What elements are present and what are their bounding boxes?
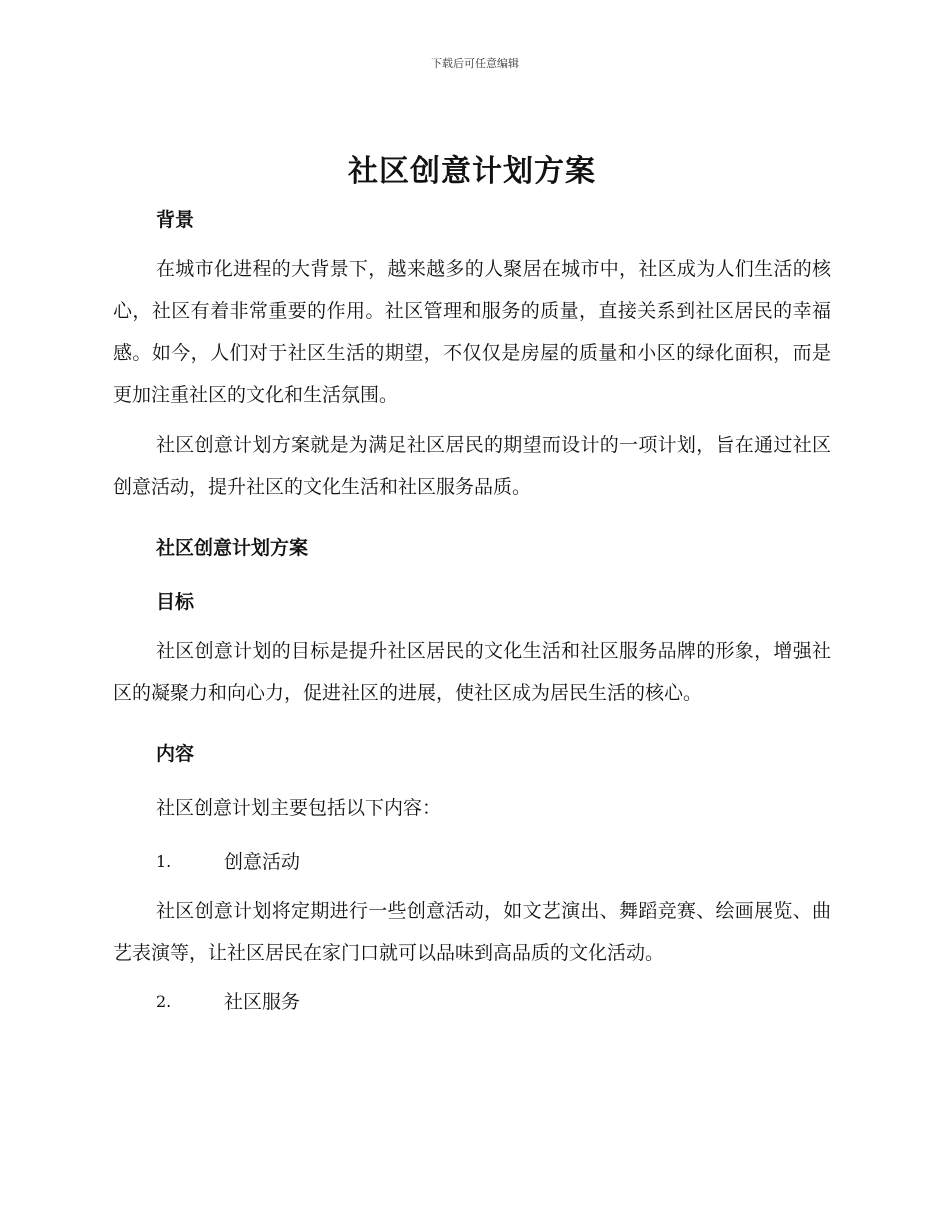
document-body xyxy=(113,150,831,1016)
list-label: 社区服务 xyxy=(224,991,301,1013)
paragraph-background-2: 社区创意计划方案就是为满足社区居民的期望而设计的一项计划，旨在通过社区创意活动，提升社区的文化生活和社区服务品质。 xyxy=(113,434,831,498)
list-number: 2. xyxy=(156,992,172,1011)
list-label: 创意活动 xyxy=(224,851,301,873)
list-number: 1. xyxy=(156,852,172,871)
paragraph-background-1: 在城市化进程的大背景下，越来越多的人聚居在城市中，社区成为人们生活的核心，社区有着非常重要的作用。社区管理和服务的质量，直接关系到社区居民的幸福感。如今，人们对于社区生活的期望，不仅仅是房屋的质量和小区的绿化面积，而是更加注重社区的文化和生活氛围。 xyxy=(113,258,831,406)
heading-content: 内容 xyxy=(156,743,195,765)
paragraph-item-1: 社区创意计划将定期进行一些创意活动，如文艺演出、舞蹈竞赛、绘画展览、曲艺表演等，让社区居民在家门口就可以品味到高品质的文化活动。 xyxy=(113,900,831,964)
heading-plan: 社区创意计划方案 xyxy=(156,537,309,559)
heading-goal: 目标 xyxy=(156,591,195,613)
paragraph-content-intro: 社区创意计划主要包括以下内容： xyxy=(156,797,442,819)
heading-background: 背景 xyxy=(156,209,195,231)
header-note: 下载后可任意编辑 xyxy=(431,57,519,70)
list-item-2 xyxy=(113,988,831,1016)
document-title: 社区创意计划方案 xyxy=(348,154,596,189)
paragraph-goal: 社区创意计划的目标是提升社区居民的文化生活和社区服务品牌的形象，增强社区的凝聚力和向心力，促进社区的进展，使社区成为居民生活的核心。 xyxy=(113,640,831,704)
list-item-1 xyxy=(113,848,831,876)
